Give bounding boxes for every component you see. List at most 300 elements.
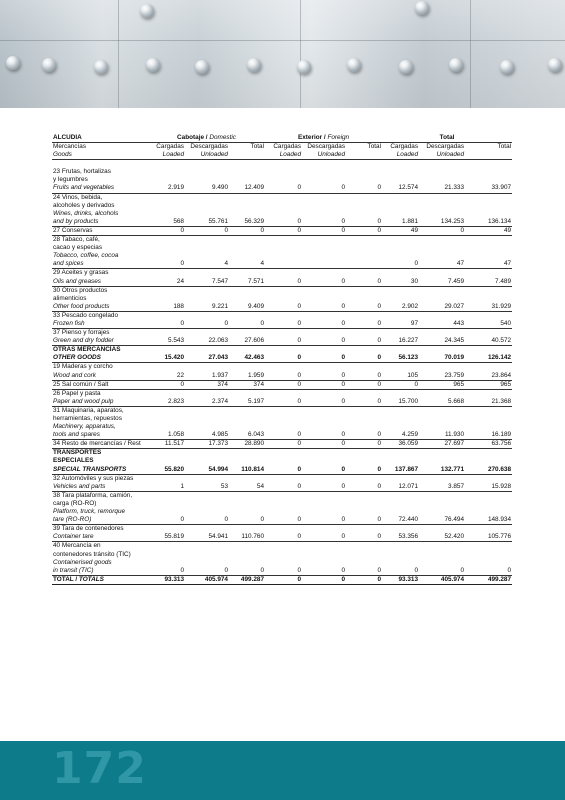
cell-value: 0 <box>346 193 382 226</box>
cell-value: 0 <box>265 363 302 380</box>
table-row <box>52 389 512 406</box>
rivet-icon <box>42 58 56 72</box>
cell-value: 31.929 <box>465 286 512 311</box>
row-label-line: Paper and wood pulp <box>53 397 114 405</box>
cell-value: 132.771 <box>419 449 465 474</box>
cell-value: 0 <box>302 440 346 449</box>
col-label: Loaded <box>148 151 185 160</box>
rivet-icon <box>140 4 154 18</box>
cell-value: 21.333 <box>419 168 465 193</box>
goods-table <box>52 134 512 585</box>
cell-value: 0 <box>148 236 185 269</box>
cell-value: 9.490 <box>185 168 229 193</box>
cell-value: 0 <box>265 474 302 491</box>
cell-value: 36.059 <box>382 440 419 449</box>
cell-value: 1 <box>148 474 185 491</box>
cell-value: 0 <box>419 542 465 575</box>
row-label <box>52 380 148 389</box>
cell-value: 27.043 <box>185 346 229 363</box>
cell-value: 0 <box>265 406 302 439</box>
cell-value: 0 <box>346 491 382 524</box>
cell-value: 137.867 <box>382 449 419 474</box>
cell-value: 0 <box>346 286 382 311</box>
cell-value: 0 <box>265 449 302 474</box>
cell-value: 3.857 <box>419 474 465 491</box>
total-value: 0 <box>302 575 346 584</box>
cell-value <box>265 236 302 269</box>
cell-value: 0 <box>346 168 382 193</box>
cell-value: 12.574 <box>382 168 419 193</box>
table-row <box>52 449 512 474</box>
row-label-line: 40 Mercancía en <box>53 542 101 550</box>
cell-value: 1.881 <box>382 193 419 226</box>
table-row <box>52 406 512 439</box>
cell-value: 27.697 <box>419 440 465 449</box>
rivet-icon <box>347 58 361 72</box>
cell-value: 33.907 <box>465 168 512 193</box>
cell-value: 21.368 <box>465 389 512 406</box>
cell-value: 0 <box>265 226 302 235</box>
cell-value: 0 <box>346 542 382 575</box>
row-label-line: Vehicles and parts <box>53 482 106 490</box>
cell-value: 55.761 <box>185 193 229 226</box>
table-row <box>52 440 512 449</box>
cell-value: 0 <box>346 329 382 346</box>
cell-value: 22 <box>148 363 185 380</box>
cell-value: 5.543 <box>148 329 185 346</box>
row-label-line: 27 Conservas <box>53 226 93 234</box>
cell-value: 52.420 <box>419 525 465 542</box>
row-label-line: Fruits and vegetables <box>53 184 115 192</box>
row-label <box>52 346 148 363</box>
rivet-icon <box>146 58 160 72</box>
cell-value: 0 <box>346 226 382 235</box>
cell-value: 0 <box>346 380 382 389</box>
table-row <box>52 226 512 235</box>
row-label-line: 38 Tara plataforma, camión, <box>53 491 133 499</box>
row-label-line: in transit (TIC) <box>53 566 94 574</box>
cell-value: 568 <box>148 193 185 226</box>
cell-value: 0 <box>185 542 229 575</box>
table-row <box>52 168 512 193</box>
cell-value: 0 <box>265 389 302 406</box>
row-label <box>52 329 148 346</box>
cell-value: 63.756 <box>465 440 512 449</box>
cell-value: 0 <box>346 474 382 491</box>
cell-value: 0 <box>148 380 185 389</box>
cell-value: 0 <box>302 269 346 286</box>
row-label-line: 37 Pienso y forrajes <box>53 329 110 337</box>
cell-value: 0 <box>302 389 346 406</box>
cell-value: 23.759 <box>419 363 465 380</box>
page-footer <box>0 741 565 800</box>
row-label-line: Wood and cork <box>53 371 96 379</box>
row-label-line: and by products <box>53 217 99 225</box>
cell-value: 540 <box>465 311 512 328</box>
table-row <box>52 380 512 389</box>
cell-value: 0 <box>185 491 229 524</box>
row-label-line: Frozen fish <box>53 319 85 327</box>
cell-value: 72.440 <box>382 491 419 524</box>
row-label-line: Wines, drinks, alcohols <box>53 209 119 217</box>
row-label-line: carga (RO-RO) <box>53 499 97 507</box>
cell-value: 0 <box>148 542 185 575</box>
rivet-icon <box>449 58 463 72</box>
cell-value: 0 <box>302 193 346 226</box>
col-label-goods-en: Goods <box>52 151 148 160</box>
table-row <box>52 193 512 226</box>
cell-value: 0 <box>265 346 302 363</box>
cell-value: 70.019 <box>419 346 465 363</box>
cell-value: 7.459 <box>419 269 465 286</box>
col-label: Descargadas <box>426 143 465 151</box>
cell-value: 49 <box>382 226 419 235</box>
cell-value: 0 <box>302 311 346 328</box>
row-label-line: contenedores tránsito (TIC) <box>53 550 131 558</box>
cell-value: 56.329 <box>229 193 265 226</box>
cell-value: 0 <box>346 440 382 449</box>
cell-value: 17.373 <box>185 440 229 449</box>
rivet-icon <box>500 60 514 74</box>
cell-value: 0 <box>346 269 382 286</box>
col-label: Cargadas <box>156 143 184 151</box>
cell-value: 0 <box>346 363 382 380</box>
table-row <box>52 525 512 542</box>
traffic-table <box>52 134 512 585</box>
row-label-line: Platform, truck, remorque <box>53 508 126 516</box>
cell-value: 76.494 <box>419 491 465 524</box>
row-label-line: tools and spares <box>53 431 100 439</box>
row-label <box>52 168 148 193</box>
total-value: 405.974 <box>185 575 229 584</box>
row-label-line: 39 Tara de contenedores <box>53 525 124 533</box>
cell-value: 15.700 <box>382 389 419 406</box>
cell-value: 54.994 <box>185 449 229 474</box>
total-value: 499.287 <box>465 575 512 584</box>
row-label-line: 33 Pescado congelado <box>53 311 119 319</box>
table-row <box>52 346 512 363</box>
cell-value: 374 <box>229 380 265 389</box>
cell-value: 29.027 <box>419 286 465 311</box>
cell-value: 7.571 <box>229 269 265 286</box>
total-row <box>52 575 512 584</box>
total-value: 405.974 <box>419 575 465 584</box>
col-label: Cargadas <box>273 143 302 151</box>
row-label-line: 31 Maquinaria, aparatos, <box>53 406 124 414</box>
rivet-icon <box>247 58 261 72</box>
cell-value: 0 <box>382 236 419 269</box>
cell-value: 148.934 <box>465 491 512 524</box>
cell-value: 2.902 <box>382 286 419 311</box>
cell-value: 965 <box>419 380 465 389</box>
cell-value: 0 <box>185 311 229 328</box>
row-label-line: and spices <box>53 260 84 268</box>
rivet-icon <box>399 60 413 74</box>
port-name: ALCUDIA <box>52 134 148 143</box>
cell-value: 0 <box>302 491 346 524</box>
cell-value: 56.123 <box>382 346 419 363</box>
row-label <box>52 236 148 269</box>
cell-value: 49 <box>465 226 512 235</box>
cell-value: 105.776 <box>465 525 512 542</box>
cell-value: 4 <box>185 236 229 269</box>
cell-value: 1.058 <box>148 406 185 439</box>
table-row <box>52 269 512 286</box>
cell-value: 443 <box>419 311 465 328</box>
row-label-line: 26 Papel y pasta <box>53 389 101 397</box>
cell-value: 6.043 <box>229 406 265 439</box>
row-label-line: SPECIAL TRANSPORTS <box>53 465 127 473</box>
cell-value: 110.760 <box>229 525 265 542</box>
table-row <box>52 311 512 328</box>
row-label-line: cacao y especias <box>53 244 103 252</box>
cell-value: 0 <box>229 226 265 235</box>
cell-value: 0 <box>302 286 346 311</box>
col-label: Unloaded <box>302 151 346 160</box>
cell-value: 136.134 <box>465 193 512 226</box>
cell-value: 0 <box>265 286 302 311</box>
cell-value: 27.606 <box>229 329 265 346</box>
rivet-icon <box>94 60 108 74</box>
cell-value: 0 <box>229 491 265 524</box>
cell-value: 0 <box>302 329 346 346</box>
cell-value: 2.919 <box>148 168 185 193</box>
total-value: 93.313 <box>382 575 419 584</box>
cell-value: 1.937 <box>185 363 229 380</box>
col-label: Total <box>497 143 512 151</box>
row-label-line: alcoholes y derivados <box>53 201 115 209</box>
rivet-icon <box>6 56 20 70</box>
row-label-line: tare (RO-RO) <box>53 516 92 524</box>
group-header-foreign: Exterior / Foreign <box>265 134 382 143</box>
cell-value: 0 <box>346 389 382 406</box>
cell-value: 22.063 <box>185 329 229 346</box>
cell-value: 0 <box>465 542 512 575</box>
row-label-line: Other food products <box>53 302 110 310</box>
total-value: 0 <box>265 575 302 584</box>
page-number: 172 <box>52 743 147 794</box>
col-label-goods-es: Mercancías <box>53 143 87 151</box>
total-value: 93.313 <box>148 575 185 584</box>
cell-value: 15.420 <box>148 346 185 363</box>
cell-value: 0 <box>302 363 346 380</box>
cell-value: 0 <box>302 525 346 542</box>
cell-value: 9.221 <box>185 286 229 311</box>
cell-value: 0 <box>302 346 346 363</box>
row-label <box>52 269 148 286</box>
row-label-line: TRANSPORTES <box>53 449 102 457</box>
col-label: Total <box>367 143 382 151</box>
metal-header-banner <box>0 0 565 108</box>
row-label <box>52 286 148 311</box>
cell-value: 0 <box>148 311 185 328</box>
group-header-total: Total <box>382 134 512 143</box>
table-row <box>52 286 512 311</box>
row-label <box>52 542 148 575</box>
rivet-icon <box>548 58 562 72</box>
cell-value: 0 <box>265 311 302 328</box>
row-label <box>52 406 148 439</box>
col-label: Descargadas <box>190 143 228 151</box>
row-label-line: 25 Sal común / Salt <box>53 380 109 388</box>
cell-value: 0 <box>229 311 265 328</box>
row-label <box>52 363 148 380</box>
row-label-line: Oils and greases <box>53 277 101 285</box>
table-row <box>52 363 512 380</box>
cell-value <box>346 236 382 269</box>
cell-value: 16.227 <box>382 329 419 346</box>
rivet-icon <box>195 60 209 74</box>
cell-value: 53.356 <box>382 525 419 542</box>
table-row <box>52 491 512 524</box>
row-label-line: 28 Tabaco, café, <box>53 236 100 244</box>
row-label-line: alimenticios <box>53 294 87 302</box>
table-row <box>52 329 512 346</box>
cell-value: 1.959 <box>229 363 265 380</box>
cell-value: 4.259 <box>382 406 419 439</box>
cell-value: 0 <box>419 226 465 235</box>
cell-value: 97 <box>382 311 419 328</box>
cell-value: 0 <box>265 380 302 389</box>
row-label-line: 32 Automóviles y sus piezas <box>53 474 134 482</box>
cell-value: 965 <box>465 380 512 389</box>
cell-value: 2.823 <box>148 389 185 406</box>
row-label-line: y legumbres <box>53 176 88 184</box>
cell-value: 0 <box>265 542 302 575</box>
cell-value: 55.819 <box>148 525 185 542</box>
cell-value: 374 <box>185 380 229 389</box>
cell-value: 54 <box>229 474 265 491</box>
cell-value: 12.409 <box>229 168 265 193</box>
cell-value: 28.890 <box>229 440 265 449</box>
cell-value: 55.820 <box>148 449 185 474</box>
cell-value: 0 <box>265 329 302 346</box>
cell-value: 110.814 <box>229 449 265 474</box>
total-value: 0 <box>346 575 382 584</box>
cell-value: 0 <box>185 226 229 235</box>
col-label: Loaded <box>382 151 419 160</box>
row-label-line: 34 Resto de mercancías / Rest <box>53 440 141 448</box>
row-label <box>52 474 148 491</box>
cell-value: 134.253 <box>419 193 465 226</box>
cell-value: 5.668 <box>419 389 465 406</box>
cell-value: 24.345 <box>419 329 465 346</box>
cell-value: 40.572 <box>465 329 512 346</box>
cell-value: 0 <box>302 474 346 491</box>
cell-value: 126.142 <box>465 346 512 363</box>
col-label: Unloaded <box>419 151 465 160</box>
cell-value: 12.071 <box>382 474 419 491</box>
cell-value: 188 <box>148 286 185 311</box>
cell-value: 0 <box>302 542 346 575</box>
row-label <box>52 449 148 474</box>
col-label: Loaded <box>265 151 302 160</box>
row-label <box>52 193 148 226</box>
cell-value <box>302 236 346 269</box>
cell-value: 0 <box>265 525 302 542</box>
cell-value: 0 <box>302 168 346 193</box>
cell-value: 23.864 <box>465 363 512 380</box>
row-label <box>52 440 148 449</box>
row-label <box>52 491 148 524</box>
cell-value: 0 <box>346 311 382 328</box>
cell-value: 0 <box>302 380 346 389</box>
group-header-domestic: Cabotaje / Domestic <box>148 134 265 143</box>
rivet-icon <box>415 1 429 15</box>
cell-value: 0 <box>302 226 346 235</box>
cell-value: 24 <box>148 269 185 286</box>
cell-value: 0 <box>346 449 382 474</box>
cell-value: 42.463 <box>229 346 265 363</box>
cell-value: 15.928 <box>465 474 512 491</box>
cell-value: 0 <box>346 346 382 363</box>
cell-value: 47 <box>465 236 512 269</box>
row-label-line: OTHER GOODS <box>53 354 101 362</box>
cell-value: 0 <box>265 193 302 226</box>
cell-value: 16.189 <box>465 406 512 439</box>
cell-value: 0 <box>229 542 265 575</box>
row-label <box>52 389 148 406</box>
total-value: 499.287 <box>229 575 265 584</box>
row-label <box>52 311 148 328</box>
row-label <box>52 525 148 542</box>
row-label-line: herramientas, repuestos <box>53 415 122 422</box>
row-label-line: Container tare <box>53 533 94 541</box>
cell-value: 0 <box>148 226 185 235</box>
cell-value: 0 <box>265 440 302 449</box>
cell-value: 11.930 <box>419 406 465 439</box>
table-row <box>52 236 512 269</box>
rivet-icon <box>297 60 311 74</box>
total-label: TOTAL / TOTALS <box>52 575 148 584</box>
cell-value: 0 <box>382 542 419 575</box>
cell-value: 7.547 <box>185 269 229 286</box>
cell-value: 0 <box>265 491 302 524</box>
row-label-line: 23 Frutas, hortalizas <box>53 168 111 176</box>
row-label-line: 29 Aceites y grasas <box>53 269 109 277</box>
cell-value: 30 <box>382 269 419 286</box>
row-label-line: Machinery, apparatus, <box>53 423 116 431</box>
cell-value: 0 <box>302 449 346 474</box>
col-label: Descargadas <box>307 143 346 151</box>
row-label-line: ESPECIALES <box>53 457 94 465</box>
cell-value: 5.197 <box>229 389 265 406</box>
cell-value: 105 <box>382 363 419 380</box>
cell-value: 9.409 <box>229 286 265 311</box>
cell-value: 54.941 <box>185 525 229 542</box>
row-label-line: 30 Otros productos <box>53 286 108 294</box>
table-row <box>52 474 512 491</box>
cell-value: 0 <box>265 269 302 286</box>
cell-value: 7.489 <box>465 269 512 286</box>
cell-value: 0 <box>346 406 382 439</box>
cell-value: 2.374 <box>185 389 229 406</box>
cell-value: 0 <box>148 491 185 524</box>
col-label: Total <box>250 143 265 151</box>
cell-value: 0 <box>265 168 302 193</box>
cell-value: 11.517 <box>148 440 185 449</box>
cell-value: 4 <box>229 236 265 269</box>
row-label <box>52 226 148 235</box>
col-label: Unloaded <box>185 151 229 160</box>
cell-value: 47 <box>419 236 465 269</box>
row-label-line: 19 Maderas y corcho <box>53 363 113 371</box>
row-label-line: Tobacco, coffee, cocoa <box>53 252 119 260</box>
cell-value: 0 <box>346 525 382 542</box>
cell-value: 0 <box>382 380 419 389</box>
row-label-line: OTRAS MERCANCÍAS <box>53 346 121 354</box>
cell-value: 4.985 <box>185 406 229 439</box>
